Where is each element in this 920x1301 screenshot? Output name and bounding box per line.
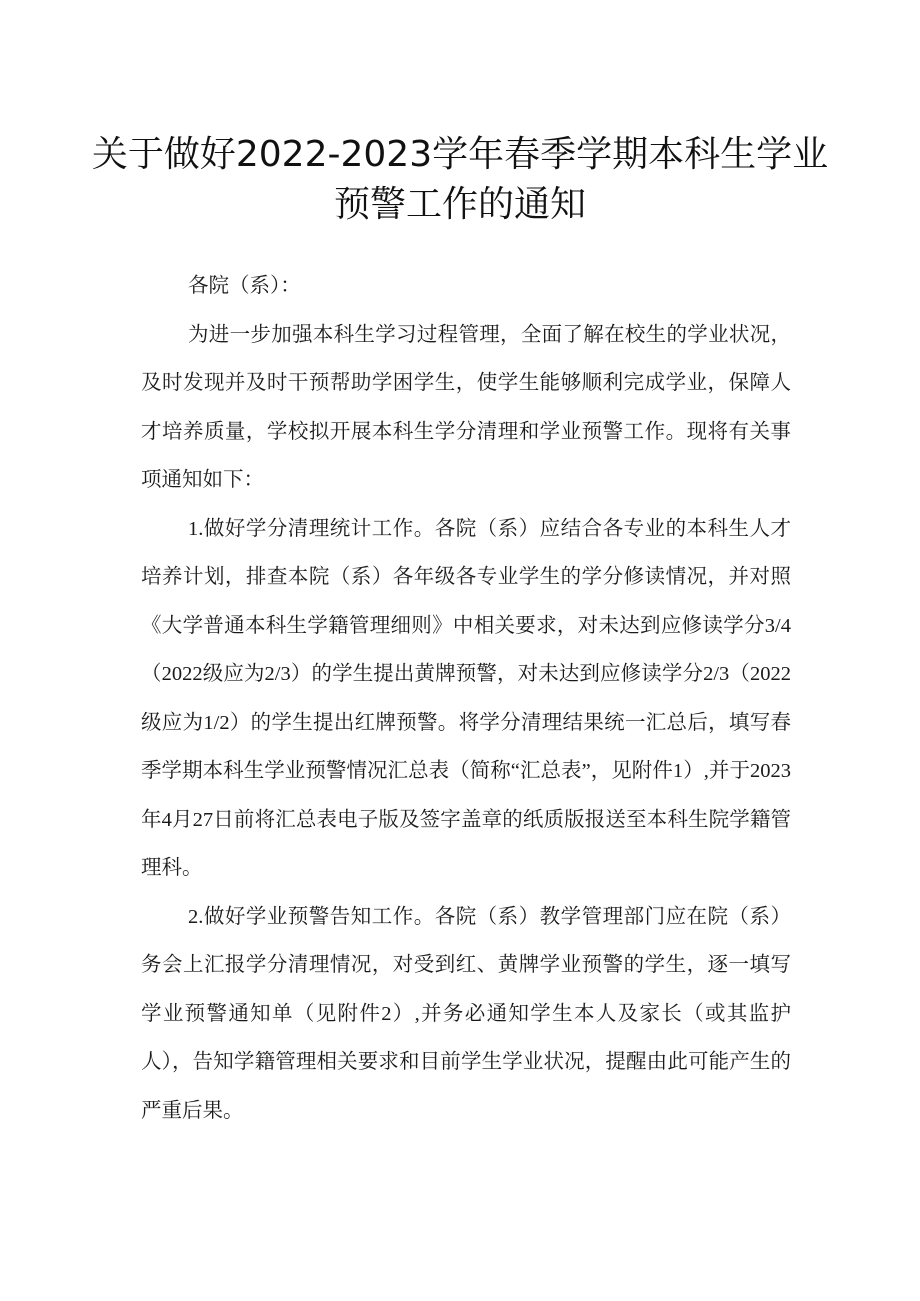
paragraph-item-1: 1.做好学分清理统计工作。各院（系）应结合各专业的本科生人才培养计划，排查本院（系）各年级各专业学生的学分修读情况，并对照《大学普通本科生学籍管理细则》中相关要求，对未达到应修读学分3/4（2022级应为2/3）的学生提出黄牌预警，对未达到应修读学分2/3（2022级应为1/2）的学生提出红牌预警。将学分清理结果统一汇总后，填写春季学期本科生学业预警情况汇总表（简称“汇总表”，见附件1）,并于2023年4月27日前将汇总表电子版及签字盖章的纸质版报送至本科生院学籍管理科。 — [141, 517, 791, 879]
salutation: 各院（系）： — [188, 275, 301, 297]
document-body — [141, 262, 791, 1135]
paragraph-item-2: 2.做好学业预警告知工作。各院（系）教学管理部门应在院（系）务会上汇报学分清理情况，对受到红、黄牌学业预警的学生，逐一填写学业预警通知单（见附件2）,并务必通知学生本人及家长（或其监护人），告知学籍管理相关要求和目前学生学业状况，提醒由此可能产生的严重后果。 — [141, 905, 791, 1122]
document-title: 关于做好2022-2023学年春季学期本科生学业预警工作的通知 — [91, 134, 829, 225]
paragraph-intro: 为进一步加强本科生学习过程管理，全面了解在校生的学业状况，及时发现并及时干预帮助学困学生，使学生能够顺利完成学业，保障人才培养质量，学校拟开展本科生学分清理和学业预警工作。现将有关事项通知如下： — [141, 323, 791, 491]
